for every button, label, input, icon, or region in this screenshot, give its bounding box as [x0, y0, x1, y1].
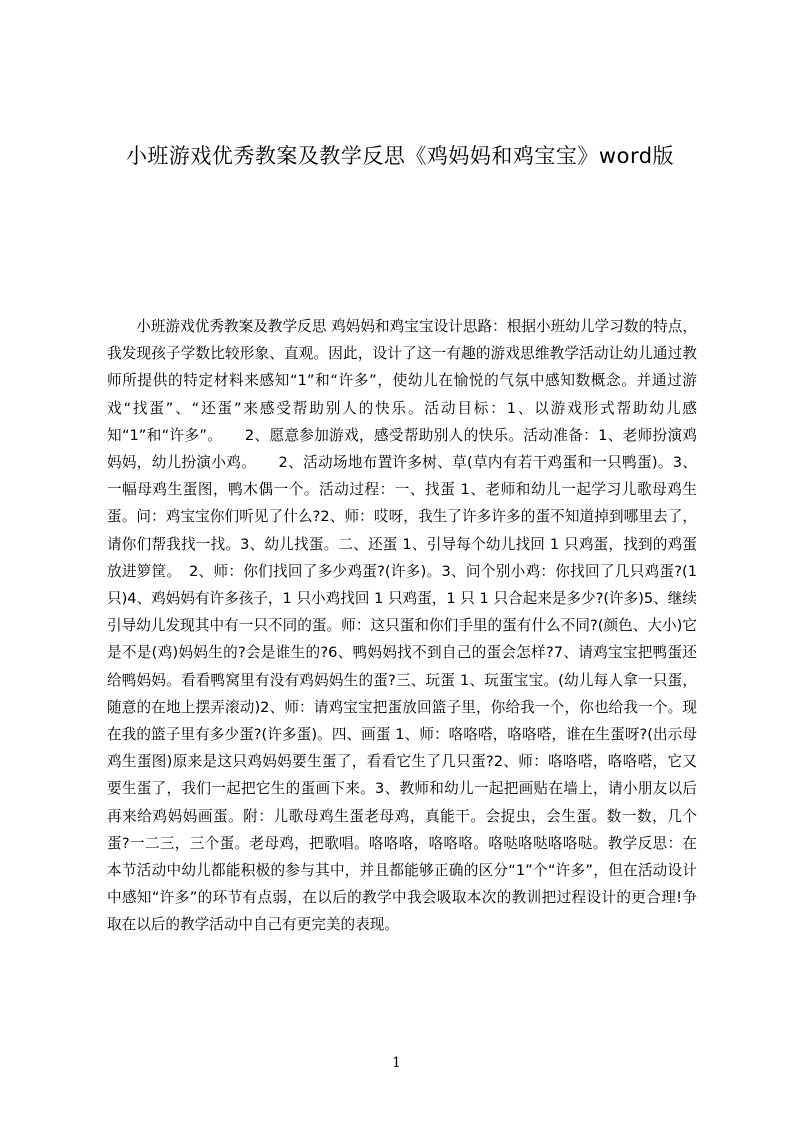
page-number: 1: [392, 1055, 401, 1071]
document-title: 小班游戏优秀教案及教学反思《鸡妈妈和鸡宝宝》word版: [125, 144, 675, 168]
document-body: 小班游戏优秀教案及教学反思 鸡妈妈和鸡宝宝设计思路：根据小班幼儿学习数的特点，我发现孩子学数比较形象、直观。因此，设计了这一有趣的游戏思维教学活动让幼儿通过教师所提供的特定材料来感知“1”和“许多”，使幼儿在愉悦的气氛中感知数概念。并通过游戏“找蛋”、“还蛋”来感受帮助别人的快乐。活动目标：1、以游戏形式帮助幼儿感知“1”和“许多”。 2、愿意参加游戏，感受帮助别人的快乐。活动准备：1、老师扮演鸡妈妈，幼儿扮演小鸡。 2、活动场地布置许多树、草(草内有若干鸡蛋和一只鸭蛋)。3、一幅母鸡生蛋图，鸭木偶一个。活动过程：一、找蛋 1、老师和幼儿一起学习儿歌母鸡生蛋。问：鸡宝宝你们听见了什么?2、师：哎呀，我生了许多许多的蛋不知道掉到哪里去了，请你们帮我找一找。3、幼儿找蛋。二、还蛋 1、引导每个幼儿找回 1 只鸡蛋，找到的鸡蛋放进箩筐。 2、师：你们找回了多少鸡蛋?(许多)。3、问个别小鸡：你找回了几只鸡蛋?(1 只)4、鸡妈妈有许多孩子，1 只小鸡找回 1 只鸡蛋，1 只 1 只合起来是多少?(许多)5、继续引导幼儿发现其中有一只不同的蛋。师：这只蛋和你们手里的蛋有什么不同?(颜色、大小)它是不是(鸡)妈妈生的?会是谁生的?6、鸭妈妈找不到自己的蛋会怎样?7、请鸡宝宝把鸭蛋还给鸭妈妈。看看鸭窝里有没有鸡妈妈生的蛋?三、玩蛋 1、玩蛋宝宝。(幼儿每人拿一只蛋，随意的在地上摆弄滚动)2、师：请鸡宝宝把蛋放回篮子里，你给我一个，你也给我一个。现在我的篮子里有多少蛋?(许多蛋)。四、画蛋 1、师：咯咯嗒，咯咯嗒，谁在生蛋呀?(出示母鸡生蛋图)原来是这只鸡妈妈要生蛋了，看看它生了几只蛋?2、师：咯咯嗒，咯咯嗒，它又要生蛋了，我们一起把它生的蛋画下来。3、教师和幼儿一起把画贴在墙上，请小朋友以后再来给鸡妈妈画蛋。附：儿歌母鸡生蛋老母鸡，真能干。会捉虫，会生蛋。数一数，几个蛋?一二三，三个蛋。老母鸡，把歌唱。咯咯咯，咯咯咯。咯哒咯哒咯咯哒。教学反思：在本节活动中幼儿都能积极的参与其中，并且都能够正确的区分“1”个“许多”，但在活动设计中感知“许多”的环节有点弱，在以后的教学中我会吸取本次的教训把过程设计的更合理!争取在以后的教学活动中自己有更完美的表现。: [107, 318, 697, 934]
